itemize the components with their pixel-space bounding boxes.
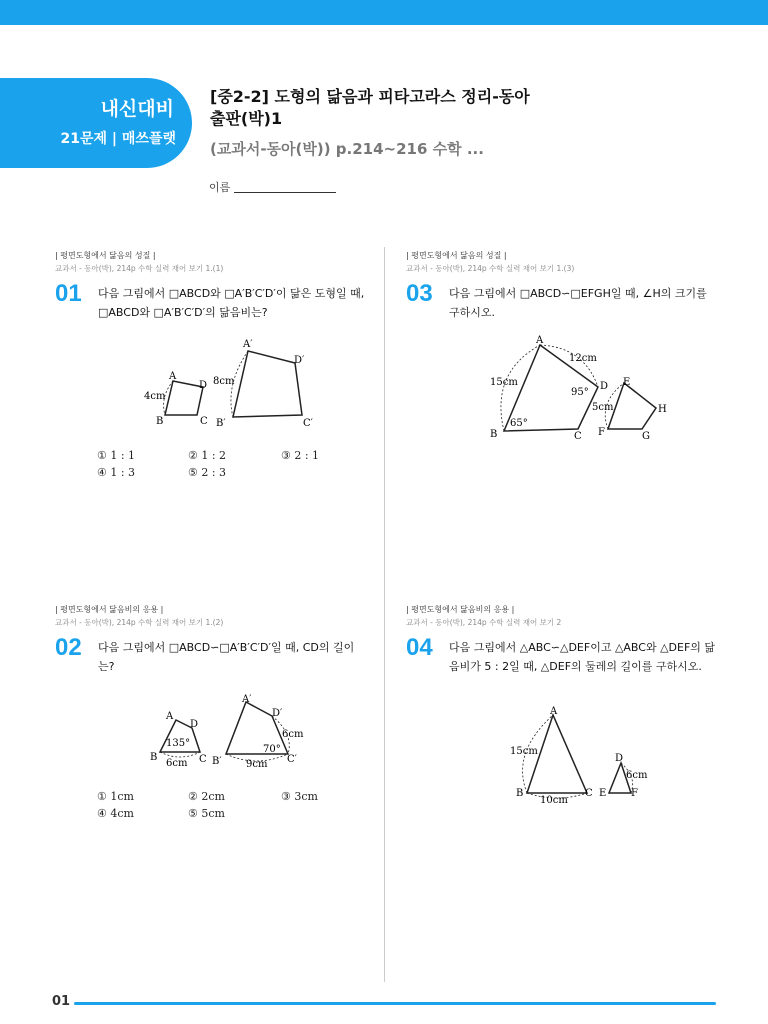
vertex-label: A′ [242,694,252,705]
footer-accent-line [74,1002,716,1005]
column-divider [384,247,385,982]
name-blank-line[interactable] [234,192,336,193]
vertex-label: A [550,706,558,717]
angle-label: 135° [166,738,191,749]
figure-q04 [505,703,665,808]
choice-5[interactable]: ⑤ 2 : 3 [188,466,227,479]
question-category: | 평면도형에서 닮음의 성질 | [55,251,156,260]
question-source: 교과서 - 동아(박), 214p 수학 실력 재어 보기 1.(2) [55,618,224,627]
vertex-label: E [599,788,607,799]
choice-1[interactable]: ① 1cm [97,790,134,803]
vertex-label: H [658,404,667,415]
top-accent-bar [0,0,768,25]
exam-badge [0,78,192,168]
vertex-label: B [150,752,158,763]
length-label: 6cm [166,758,188,769]
length-label: 12cm [569,353,597,364]
vertex-label: G [642,431,650,442]
choice-5[interactable]: ⑤ 5cm [188,807,225,820]
choice-4[interactable]: ④ 4cm [97,807,134,820]
vertex-label: D′ [294,355,305,366]
vertex-label: D [190,719,199,730]
length-label: 6cm [282,729,304,740]
angle-label: 70° [263,744,281,755]
length-label: 8cm [213,376,235,387]
length-label: 9cm [246,759,268,770]
page-number: 01 [52,994,71,1009]
vertex-label: A [166,711,174,722]
vertex-label: B′ [216,418,226,429]
vertex-label: D′ [272,708,283,719]
vertex-label: C′ [287,754,297,765]
vertex-label: A′ [243,339,253,350]
badge-subtitle: 21문제 | 매쓰플랫 [60,131,176,147]
length-label: 15cm [490,377,518,388]
vertex-label: B [516,788,524,799]
choice-3[interactable]: ③ 2 : 1 [281,449,320,462]
length-label: 10cm [540,795,568,806]
choice-2[interactable]: ② 1 : 2 [188,449,227,462]
name-field [209,179,336,195]
vertex-label: E [623,377,631,388]
question-source: 교과서 - 동아(박), 214p 수학 실력 재어 보기 1.(1) [55,264,224,273]
question-category: | 평면도형에서 닮음비의 응용 | [55,605,164,614]
vertex-label: D [199,380,208,391]
figure-q02 [146,690,326,775]
vertex-label: D [600,381,609,392]
question-category: | 평면도형에서 닮음의 성질 | [406,251,507,260]
angle-label: 95° [571,387,589,398]
vertex-label: C [585,788,593,799]
vertex-label: B [490,429,498,440]
vertex-label: B′ [212,756,222,767]
choice-2[interactable]: ② 2cm [188,790,225,803]
angle-label: 65° [510,418,528,429]
question-text: 다음 그림에서 △ABC∽△DEF이고 △ABC와 △DEF의 닮음비가 5 : 2일 때, △DEF의 둘레의 길이를 구하시오. [449,641,716,673]
question-text: 다음 그림에서 □ABCD∽□EFGH일 때, ∠H의 크기를 구하시오. [449,287,707,319]
choice-1[interactable]: ① 1 : 1 [97,449,136,462]
figure-q03 [486,333,686,443]
vertex-label: F [631,788,638,799]
question-source: 교과서 - 동아(박), 214p 수학 실력 재어 보기 2 [406,618,562,627]
vertex-label: C [574,431,582,442]
vertex-label: B [156,416,164,427]
question-text: 다음 그림에서 □ABCD∽□A′B′C′D′일 때, CD의 길이는? [98,641,355,673]
length-label: 15cm [510,746,538,757]
length-label: 5cm [592,402,614,413]
question-category: | 평면도형에서 닮음비의 응용 | [406,605,515,614]
question-number: 04 [406,634,433,661]
worksheet-subtitle: (교과서-동아(박)) p.214~216 수학 ... [210,140,484,158]
choice-3[interactable]: ③ 3cm [281,790,318,803]
vertex-label: F [598,427,605,438]
question-number: 01 [55,280,82,307]
choice-4[interactable]: ④ 1 : 3 [97,466,136,479]
vertex-label: A [536,335,544,346]
vertex-label: C [200,416,208,427]
length-label: 6cm [626,770,648,781]
question-01 [55,250,365,319]
worksheet-title: [중2-2] 도형의 닮음과 피타고라스 정리-동아출판(박)1 [210,87,530,128]
question-02 [55,604,355,673]
vertex-label: A [169,371,177,382]
badge-title: 내신대비 [100,98,174,120]
figure-q01 [140,333,330,433]
question-source: 교과서 - 동아(박), 214p 수학 실력 재어 보기 1.(3) [406,264,575,273]
question-03 [406,250,707,319]
question-04 [406,604,716,673]
question-number: 03 [406,280,433,307]
vertex-label: C [199,754,207,765]
length-label: 4cm [144,391,166,402]
name-label: 이름 [209,181,231,194]
vertex-label: D [615,753,624,764]
question-number: 02 [55,634,82,661]
vertex-label: C′ [303,418,313,429]
question-text: 다음 그림에서 □ABCD와 □A′B′C′D′이 닮은 도형일 때, □ABCD와 □A′B′C′D′의 닮음비는? [98,287,365,319]
